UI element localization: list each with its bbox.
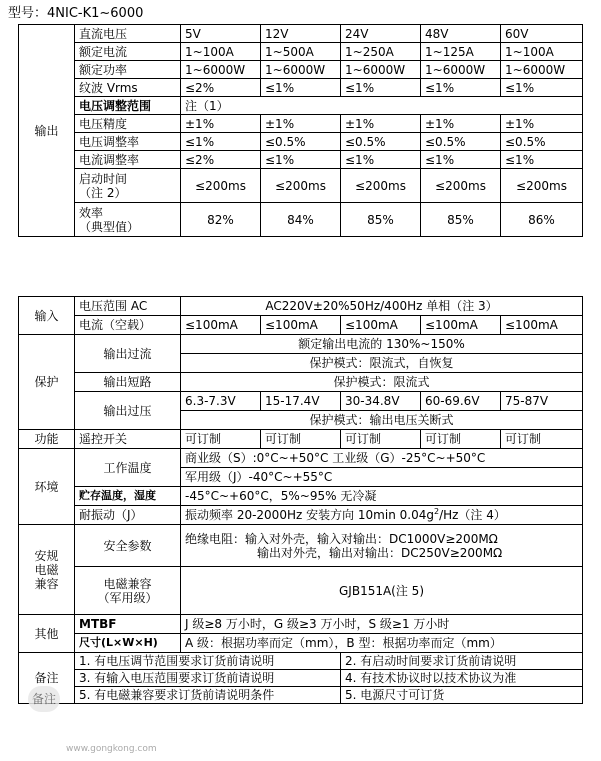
table-row xyxy=(19,449,583,468)
table-cell: ≤1% xyxy=(261,79,341,97)
table-row xyxy=(19,615,583,634)
emc-label xyxy=(75,567,181,615)
vibration-value xyxy=(181,506,583,525)
safety-params-label: 安全参数 xyxy=(75,525,181,567)
table-cell: ≤100mA xyxy=(341,316,421,335)
table-cell: ±1% xyxy=(261,115,341,133)
safety-emc-group-label xyxy=(19,525,75,615)
table-cell: 1~6000W xyxy=(261,61,341,79)
table-cell: ≤2% xyxy=(181,151,261,169)
table-cell: ≤100mA xyxy=(181,316,261,335)
table-row xyxy=(19,567,583,615)
vibration-label: 耐振动（J） xyxy=(75,506,181,525)
operating-temp-military: 军用级（J）-40°C~+55°C xyxy=(181,468,583,487)
table-cell: 1~6000W xyxy=(501,61,583,79)
general-spec-table xyxy=(18,296,583,704)
notes-group-label: 备注 xyxy=(19,653,75,704)
table-cell: 15-17.4V xyxy=(261,392,341,411)
table-cell: ≤2% xyxy=(181,79,261,97)
table-cell: ≤1% xyxy=(341,151,421,169)
table-cell: ≤0.5% xyxy=(501,133,583,151)
voltage-adjust-range-value: 注（1） xyxy=(181,97,583,115)
table-row xyxy=(19,151,583,169)
table-cell: ≤1% xyxy=(261,151,341,169)
safety-line-2: 输出对外壳，输出对输出：DC250V≥200MΩ xyxy=(257,545,503,560)
table-cell: ≤0.5% xyxy=(261,133,341,151)
table-cell: ≤1% xyxy=(501,151,583,169)
table-cell: 可订制 xyxy=(181,430,261,449)
table-cell: ≤1% xyxy=(341,79,421,97)
rated-current-label: 额定电流 xyxy=(75,43,181,61)
storage-temp-label: 贮存温度，湿度 xyxy=(75,487,181,506)
overcurrent-value: 额定输出电流的 130%~150% xyxy=(181,335,583,354)
table-cell: 可订制 xyxy=(261,430,341,449)
table-row xyxy=(19,316,583,335)
table-row xyxy=(19,525,583,567)
short-circuit-label: 输出短路 xyxy=(75,373,181,392)
safety-group-line1: 安规 xyxy=(34,548,59,563)
rated-power-label: 额定功率 xyxy=(75,61,181,79)
table-cell: ±1% xyxy=(501,115,583,133)
table-cell: 可订制 xyxy=(421,430,501,449)
table-row xyxy=(19,335,583,354)
table-row xyxy=(19,297,583,316)
table-cell: 82% xyxy=(181,203,261,237)
emc-value: GJB151A(注 5) xyxy=(181,567,583,615)
emc-label-line2: （军用级） xyxy=(97,590,158,605)
overcurrent-mode: 保护模式：限流式，自恢复 xyxy=(181,354,583,373)
table-cell: 1~6000W xyxy=(341,61,421,79)
function-group-label: 功能 xyxy=(19,430,75,449)
safety-group-line2: 电磁 xyxy=(34,562,59,577)
table-cell: ±1% xyxy=(341,115,421,133)
overvoltage-mode: 保护模式：输出电压关断式 xyxy=(181,411,583,430)
note-item: 2. 有启动时间要求订货前请说明 xyxy=(341,653,583,670)
table-cell: 84% xyxy=(261,203,341,237)
table-row xyxy=(19,203,583,237)
table-row xyxy=(19,487,583,506)
voltage-regulation-label: 电压调整率 xyxy=(75,133,181,151)
table-row xyxy=(19,43,583,61)
table-cell: ≤0.5% xyxy=(421,133,501,151)
table-cell: 86% xyxy=(501,203,583,237)
voltage-12v: 12V xyxy=(261,25,341,43)
table-cell: 可订制 xyxy=(501,430,583,449)
voltage-5v: 5V xyxy=(181,25,261,43)
table-cell: 85% xyxy=(341,203,421,237)
table-row xyxy=(19,25,583,43)
note-item: 4. 有技术协议时以技术协议为准 xyxy=(341,670,583,687)
efficiency-label xyxy=(75,203,181,237)
table-cell: ≤100mA xyxy=(261,316,341,335)
input-group-label: 输入 xyxy=(19,297,75,335)
table-cell: ≤200ms xyxy=(261,169,341,203)
dc-voltage-label: 直流电压 xyxy=(75,25,181,43)
table-cell: 6.3-7.3V xyxy=(181,392,261,411)
table-row xyxy=(19,133,583,151)
efficiency-label-line2: （典型值） xyxy=(79,219,140,234)
table-row xyxy=(19,373,583,392)
table-cell: 1~100A xyxy=(501,43,583,61)
safety-params-value xyxy=(181,525,583,567)
table-row xyxy=(19,634,583,653)
table-cell: ±1% xyxy=(181,115,261,133)
size-label: 尺寸(L×W×H) xyxy=(75,634,181,653)
table-cell: 75-87V xyxy=(501,392,583,411)
mtbf-value: J 级≥8 万小时，G 级≥3 万小时，S 级≥1 万小时 xyxy=(181,615,583,634)
output-group-label: 输出 xyxy=(19,25,75,237)
table-row xyxy=(19,79,583,97)
startup-time-label-line1: 启动时间 xyxy=(79,171,128,186)
startup-time-label xyxy=(75,169,181,203)
table-cell: 1~6000W xyxy=(181,61,261,79)
table-cell: ≤1% xyxy=(501,79,583,97)
table-cell: ±1% xyxy=(421,115,501,133)
overcurrent-label: 输出过流 xyxy=(75,335,181,373)
operating-temp-commercial: 商业级（S）:0°C~+50°C 工业级（G）-25°C~+50°C xyxy=(181,449,583,468)
voltage-adjust-range-label: 电压调整范围 xyxy=(75,97,181,115)
table-row xyxy=(19,115,583,133)
table-cell: 1~6000W xyxy=(421,61,501,79)
table-cell: ≤100mA xyxy=(501,316,583,335)
table-cell: ≤100mA xyxy=(421,316,501,335)
table-row xyxy=(19,392,583,411)
table-cell: ≤200ms xyxy=(341,169,421,203)
table-row xyxy=(19,97,583,115)
output-spec-table xyxy=(18,24,583,237)
table-cell: 30-34.8V xyxy=(341,392,421,411)
safety-line-1: 绝缘电阻：输入对外壳，输入对输出：DC1000V≥200MΩ xyxy=(185,531,498,546)
overvoltage-label: 输出过压 xyxy=(75,392,181,430)
voltage-24v: 24V xyxy=(341,25,421,43)
startup-time-label-line2: （注 2） xyxy=(79,185,127,200)
note-item: 5. 有电磁兼容要求订货前请说明条件 xyxy=(75,687,341,704)
watermark-badge: 备注 xyxy=(28,686,60,712)
current-regulation-label: 电流调整率 xyxy=(75,151,181,169)
table-row xyxy=(19,430,583,449)
voltage-accuracy-label: 电压精度 xyxy=(75,115,181,133)
watermark-url: www.gongkong.com xyxy=(66,744,157,754)
table-cell: ≤0.5% xyxy=(341,133,421,151)
note-item: 5. 电源尺寸可订货 xyxy=(341,687,583,704)
input-current-label: 电流（空载） xyxy=(75,316,181,335)
table-row xyxy=(19,687,583,704)
short-circuit-mode: 保护模式：限流式 xyxy=(181,373,583,392)
vibration-value-part2: /Hz（注 4） xyxy=(439,508,506,522)
table-cell: 60-69.6V xyxy=(421,392,501,411)
environment-group-label: 环境 xyxy=(19,449,75,525)
size-value: A 级：根据功率而定（mm），B 型：根据功率而定（mm） xyxy=(181,634,583,653)
table-cell: ≤200ms xyxy=(421,169,501,203)
table-cell: ≤200ms xyxy=(501,169,583,203)
table-cell: 可订制 xyxy=(341,430,421,449)
other-group-label: 其他 xyxy=(19,615,75,653)
vibration-value-part1: 振动频率 20-2000Hz 安装方向 10min 0.04g xyxy=(185,508,434,522)
vibration-superscript: 2 xyxy=(433,507,440,516)
note-item: 3. 有输入电压范围要求订货前请说明 xyxy=(75,670,341,687)
table-cell: 1~100A xyxy=(181,43,261,61)
table-cell: 1~500A xyxy=(261,43,341,61)
table-row xyxy=(19,653,583,670)
table-cell: ≤1% xyxy=(181,133,261,151)
mtbf-label: MTBF xyxy=(75,615,181,634)
table-row xyxy=(19,670,583,687)
table-cell: 1~250A xyxy=(341,43,421,61)
note-item: 1. 有电压调节范围要求订货前请说明 xyxy=(75,653,341,670)
table-cell: 1~125A xyxy=(421,43,501,61)
protection-group-label: 保护 xyxy=(19,335,75,430)
input-range-label: 电压范围 AC xyxy=(75,297,181,316)
table-row xyxy=(19,169,583,203)
safety-group-line3: 兼容 xyxy=(34,576,59,591)
efficiency-label-line1: 效率 xyxy=(79,205,104,220)
input-range-value: AC220V±20%50Hz/400Hz 单相（注 3） xyxy=(181,297,583,316)
ripple-label: 纹波 Vrms xyxy=(75,79,181,97)
emc-label-line1: 电磁兼容 xyxy=(103,576,152,591)
table-cell: ≤200ms xyxy=(181,169,261,203)
storage-temp-value: -45°C~+60°C，5%~95% 无冷凝 xyxy=(181,487,583,506)
operating-temp-label: 工作温度 xyxy=(75,449,181,487)
table-row xyxy=(19,506,583,525)
remote-switch-label: 遥控开关 xyxy=(75,430,181,449)
table-row xyxy=(19,61,583,79)
table-cell: ≤1% xyxy=(421,151,501,169)
table-cell: 85% xyxy=(421,203,501,237)
voltage-48v: 48V xyxy=(421,25,501,43)
voltage-60v: 60V xyxy=(501,25,583,43)
table-cell: ≤1% xyxy=(421,79,501,97)
model-label: 型号：4NIC-K1~6000 xyxy=(8,6,144,21)
